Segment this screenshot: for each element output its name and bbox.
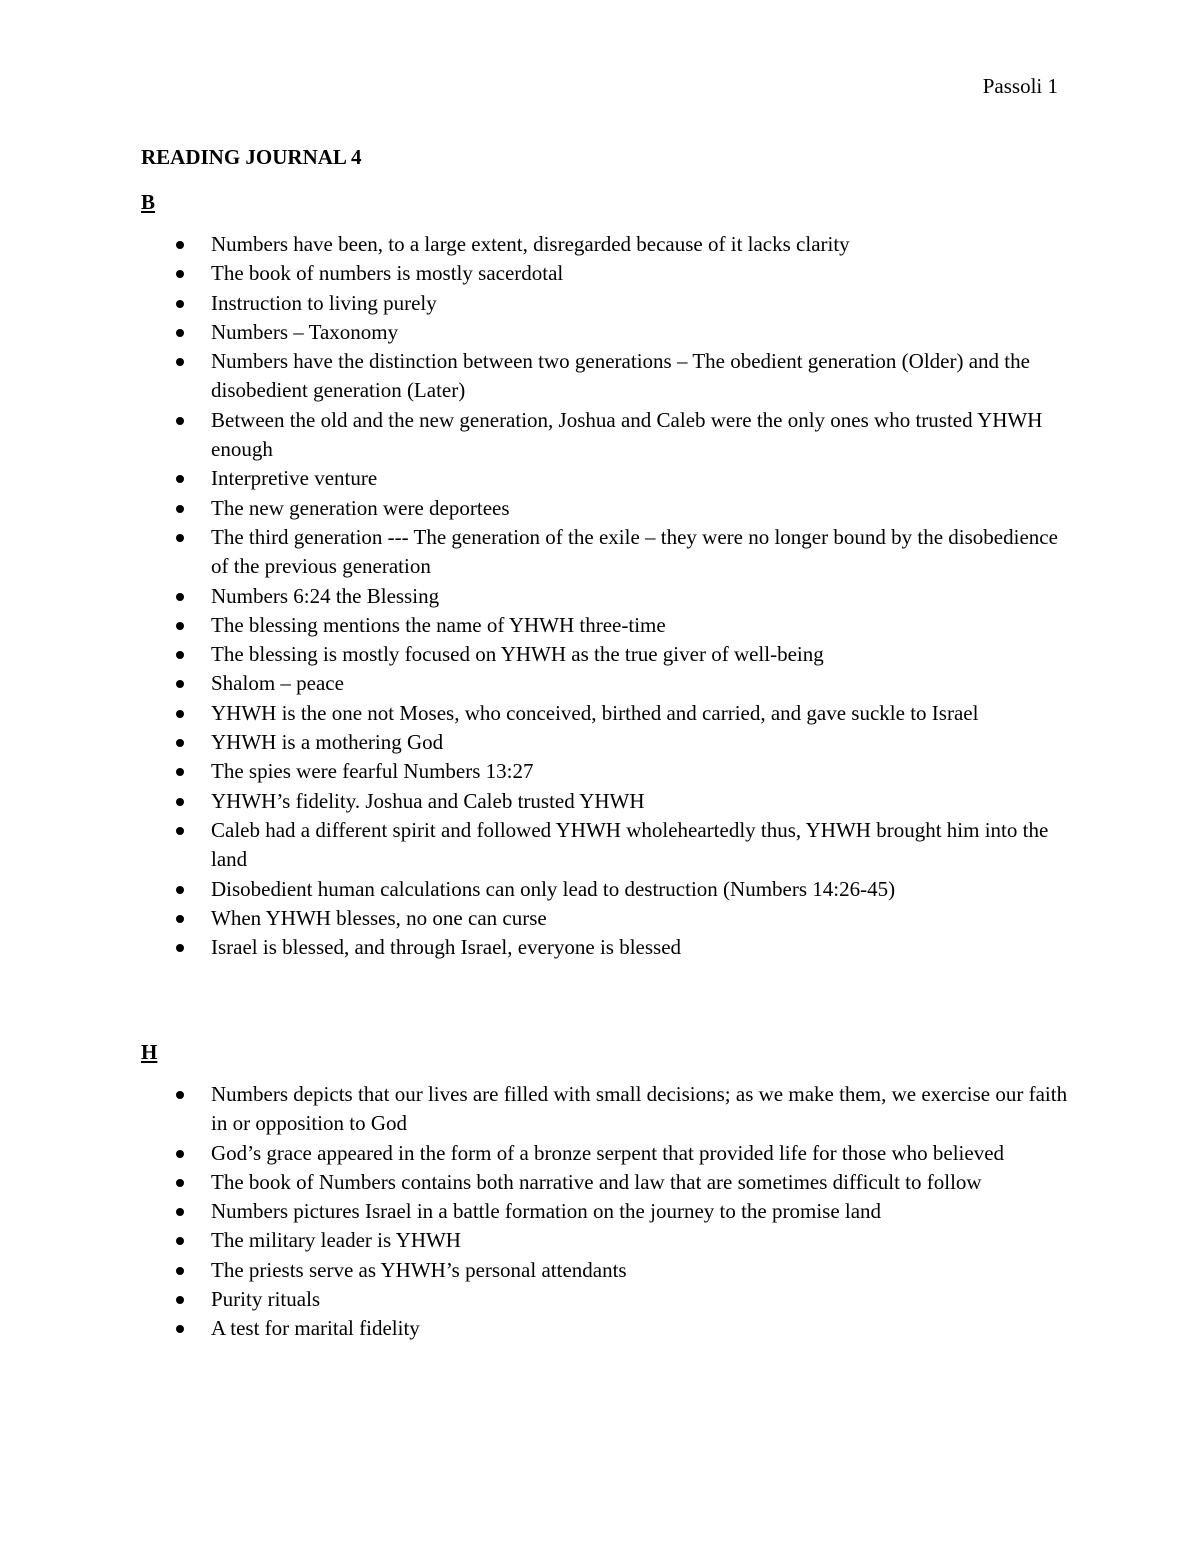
bullet-item <box>211 640 1071 669</box>
bullet-text: The blessing mentions the name of YHWH three-time <box>211 612 666 637</box>
bullet-item <box>211 728 1071 757</box>
bullet-item <box>211 611 1071 640</box>
bullet-text: Numbers have been, to a large extent, disregarded because of it lacks clarity <box>211 232 850 256</box>
bullet-dot-icon <box>176 827 184 835</box>
bullet-item <box>211 259 1071 288</box>
running-head: Passoli 1 <box>982 74 1058 98</box>
bullet-dot-icon <box>176 534 184 542</box>
bullet-text: The spies were fearful Numbers 13:27 <box>211 759 534 784</box>
bullet-text: The book of Numbers contains both narrative and law that are sometimes difficult to follow <box>211 1169 982 1194</box>
bullet-item <box>211 1314 1071 1343</box>
bullet-dot-icon <box>176 358 184 366</box>
bullet-dot-icon <box>176 798 184 806</box>
bullet-item <box>211 494 1071 523</box>
bullet-text: The blessing is mostly focused on YHWH as the true giver of well-being <box>211 642 824 667</box>
bullet-text: Numbers pictures Israel in a battle formation on the journey to the promise land <box>211 1199 882 1224</box>
bullet-item <box>211 347 1071 406</box>
bullet-text: A test for marital fidelity <box>211 1316 420 1341</box>
bullet-dot-icon <box>176 1179 184 1187</box>
bullet-text: Numbers – Taxonomy <box>211 319 399 344</box>
bullet-item <box>211 1256 1071 1285</box>
bullet-text: The new generation were deportees <box>211 495 510 520</box>
bullet-text: Numbers 6:24 the Blessing <box>211 583 440 608</box>
bullet-text: The military leader is YHWH <box>211 1228 461 1253</box>
bullet-dot-icon <box>176 505 184 513</box>
bullet-item <box>211 933 1071 962</box>
bullet-dot-icon <box>176 739 184 747</box>
bullet-item <box>211 787 1071 816</box>
bullet-dot-icon <box>176 1237 184 1245</box>
bullet-dot-icon <box>176 417 184 425</box>
bullet-item <box>211 904 1071 933</box>
bullet-dot-icon <box>176 1208 184 1216</box>
bullet-item <box>211 1226 1071 1255</box>
bullet-item <box>211 582 1071 611</box>
bullet-dot-icon <box>176 241 184 249</box>
bullet-text: Disobedient human calculations can only lead to destruction (Numbers 14:26-45) <box>211 876 896 901</box>
bullet-dot-icon <box>176 768 184 776</box>
bullet-dot-icon <box>176 270 184 278</box>
section-h-label: H <box>141 1040 158 1064</box>
bullet-text: Purity rituals <box>211 1287 321 1312</box>
bullet-dot-icon <box>176 593 184 601</box>
bullet-item <box>211 757 1071 786</box>
bullet-dot-icon <box>176 1091 184 1099</box>
bullet-item <box>211 464 1071 493</box>
bullet-item <box>211 1080 1071 1139</box>
bullet-item <box>211 1285 1071 1314</box>
bullet-dot-icon <box>176 710 184 718</box>
bullet-text: Between the old and the new generation, Joshua and Caleb were the only ones who trusted YHWH enough <box>211 407 1043 462</box>
bullet-dot-icon <box>176 886 184 894</box>
bullet-text: Numbers have the distinction between two generations – The obedient generation (Older) and the disobedient generation (Later) <box>211 349 1030 403</box>
bullet-text: The priests serve as YHWH’s personal attendants <box>211 1257 627 1282</box>
bullet-item <box>211 1139 1071 1168</box>
bullet-dot-icon <box>176 1150 184 1158</box>
bullet-item <box>211 669 1071 698</box>
document-title: READING JOURNAL 4 <box>141 145 362 169</box>
bullet-item <box>211 230 1071 259</box>
bullet-item <box>211 318 1071 347</box>
bullet-item <box>211 406 1071 465</box>
bullet-item <box>211 289 1071 318</box>
bullet-dot-icon <box>176 475 184 483</box>
bullet-dot-icon <box>176 1296 184 1304</box>
bullet-text: Interpretive venture <box>211 466 378 491</box>
bullet-dot-icon <box>176 1325 184 1333</box>
bullet-item <box>211 1197 1071 1226</box>
bullet-item <box>211 523 1071 582</box>
bullet-item <box>211 1168 1071 1197</box>
bullet-text: Israel is blessed, and through Israel, everyone is blessed <box>211 935 682 960</box>
bullet-item <box>211 875 1071 904</box>
bullet-text: Instruction to living purely <box>211 290 437 315</box>
bullet-dot-icon <box>176 622 184 630</box>
bullet-text: God’s grace appeared in the form of a bronze serpent that provided life for those who believed <box>211 1140 1005 1165</box>
bullet-dot-icon <box>176 329 184 337</box>
bullet-dot-icon <box>176 651 184 659</box>
bullet-text: When YHWH blesses, no one can curse <box>211 905 547 930</box>
bullet-dot-icon <box>176 680 184 688</box>
bullet-item <box>211 816 1071 875</box>
bullet-text: Caleb had a different spirit and followed YHWH wholeheartedly thus, YHWH brought him into the land <box>211 817 1049 872</box>
bullet-text: YHWH is the one not Moses, who conceived, birthed and carried, and gave suckle to Israel <box>211 700 979 725</box>
bullet-text: Numbers depicts that our lives are filled with small decisions; as we make them, we exercise our faith in or opposition to God <box>211 1082 1068 1136</box>
bullet-text: YHWH is a mothering God <box>211 730 444 755</box>
section-h-bullet-list <box>211 1080 1071 1344</box>
bullet-dot-icon <box>176 915 184 923</box>
section-b-label: B <box>141 190 156 214</box>
bullet-text: YHWH’s fidelity. Joshua and Caleb trusted YHWH <box>211 788 645 813</box>
bullet-item <box>211 699 1071 728</box>
bullet-dot-icon <box>176 944 184 952</box>
bullet-dot-icon <box>176 1267 184 1275</box>
bullet-text: The book of numbers is mostly sacerdotal <box>211 261 564 286</box>
bullet-dot-icon <box>176 300 184 308</box>
section-b-bullet-list <box>211 230 1071 962</box>
bullet-text: Shalom – peace <box>211 671 344 696</box>
bullet-text: The third generation --- The generation of the exile – they were no longer bound by the disobedience of the previous generation <box>211 524 1058 579</box>
